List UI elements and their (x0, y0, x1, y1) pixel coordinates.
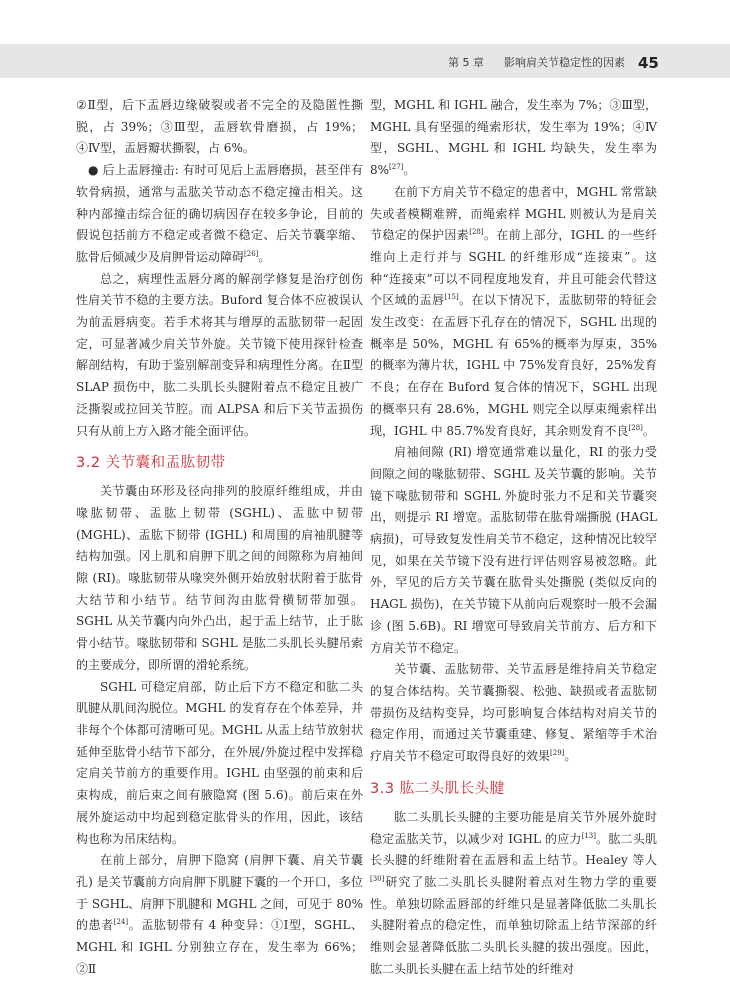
paragraph (76, 850, 363, 980)
citation: [28] (469, 228, 484, 237)
paragraph: ②Ⅱ型，后下盂唇边缘破裂或者不完全的及隐匿性撕脱，占 39%；③Ⅲ型，盂唇软骨磨损，占 19%；④Ⅳ型，盂唇瓣状撕裂，占 6%。 (76, 98, 363, 156)
text: 。在以下情况下，盂肱韧带的特征会发生改变：在盂唇下孔存在的情况下，SGHL 出现的概率是 50%，MGHL 有 65%的概率为厚束，35%的概率为薄片状，IGHL 中 75%发育良好，25%发育不良；在存在 Buford 复合体的情况下，SGHL 出现的概率只有 28.6%，MGHL 则完全以厚束绳索样出现，IGHL 中 85.7%发育良好，其余则发育不良 (370, 293, 657, 438)
text: 。盂肱韧带有 4 种变异：①Ⅰ型，SGHL、MGHL 和 IGHL 分别独立存在，发生率为 66%；②Ⅱ (76, 918, 363, 976)
citation: [26] (244, 249, 259, 258)
paragraph (370, 182, 657, 442)
page-number: 45 (638, 54, 659, 72)
bullet-icon: ● (88, 163, 99, 178)
citation: [30] (370, 874, 385, 883)
right-column (370, 95, 657, 980)
citation: [24] (113, 918, 129, 927)
punct: 。 (258, 249, 271, 264)
paragraph: 总之，病理性盂唇分离的解剖学修复是治疗创伤性肩关节不稳的主要方法。Buford 复合体不应被误认为前盂唇病变。若手术将其与增厚的盂肱韧带一起固定，可显著减少肩关节外旋。关节镜下使用探针检查解剖结构，有助于鉴别解剖变异和病理性分离。在Ⅱ型 SLAP 损伤中，肱二头肌长头腱附着点不稳定且被广泛撕裂或拉回关节腔。而 ALPSA 和后下关节盂损伤只有从前上方入路才能全面评估。 (76, 271, 363, 438)
paragraph (370, 807, 657, 981)
running-header (0, 52, 730, 74)
punct: 。 (564, 749, 577, 764)
text: 研究了肱二头肌长头腱附着点对生物力学的重要性。单独切除盂唇部的纤维只是显著降低肱二头肌长头腱附着点的稳定性，而单独切除盂上结节深部的纤维则会显著降低肱二头肌长头腱的拔出强度。因此，肱二头肌长头腱在盂上结节处的纤维对 (370, 874, 657, 976)
text: 型，MGHL 和 IGHL 融合，发生率为 7%；③Ⅲ型，MGHL 具有坚强的绳索形状，发生率为 19%；④Ⅳ型，SGHL、MGHL 和 IGHL 均缺失，发生率为 8% (370, 98, 657, 178)
text: 。在前上部分，IGHL 的一些纤维向上走行并与 SGHL 的纤维形成“连接束”。这种“连接束”可以不同程度地发育，并且可能会代替这个区域的盂唇 (370, 228, 657, 308)
paragraph (370, 659, 657, 768)
paragraph: SGHL 可稳定肩部，防止后下方不稳定和肱二头肌腱从肌间沟脱位。MGHL 的发育存在个体差异，并非每个个体都可清晰可见。MGHL 从盂上结节放射状延伸至肱骨小结节下部分，在外展/外旋过程中发挥稳定肩关节前方的重要作用。IGHL 由坚强的前束和后束构成，前后束之间有腋隐窝 (图 5.6)。前后束在外展外旋运动中均起到稳定肱骨头的作用，因此，该结构也称为吊床结构。 (76, 679, 363, 846)
left-column (76, 95, 363, 980)
chapter-label: 第 5 章 (448, 56, 484, 69)
chapter-title: 影响肩关节稳定性的因素 (504, 56, 625, 69)
text: 。肱二头肌长头腱的纤维附着在盂唇和盂上结节。Healey 等人 (370, 831, 657, 868)
text: 在前下方肩关节不稳定的患者中，MGHL 常常缺失或者模糊难辨，而绳索样 MGHL 则被认为是肩关节稳定的保护因素 (370, 184, 657, 243)
citation: [28] (628, 423, 643, 432)
paragraph: 关节囊由环形及径向排列的胶原纤维组成，并由喙肱韧带、盂肱上韧带 (SGHL)、盂肱中韧带 (MGHL)、盂肱下韧带 (IGHL) 和周围的肩袖肌腱等结构加强。冈上肌和肩胛下肌之间的间隙称为肩袖间隙 (RI)。喙肱韧带从喙突外侧开始放射状附着于肱骨大结节和小结节。结节间沟由肱骨横韧带加强。SGHL 从关节囊内向外凸出，起于盂上结节，止于肱骨小结节。喙肱韧带和 SGHL 是肱二头肌长头腱吊索的主要成分，即所谓的滑轮系统。 (76, 484, 363, 672)
citation: [29] (550, 749, 565, 758)
punct: 。 (403, 163, 416, 178)
citation: [13] (581, 831, 596, 840)
bullet-text: : 有时可见后上盂唇磨损，甚至伴有软骨病损，通常与盂肱关节动态不稳定撞击相关。这种内部撞击综合征的确切病因存在较多争论，目前的假说包括前方不稳定或者微不稳定、后关节囊挛缩、肱骨后倾减少及肩胛骨运动障碍 (76, 163, 363, 264)
bullet-lead: 后上盂唇撞击 (102, 163, 175, 178)
bullet-paragraph (76, 160, 363, 269)
section-heading: 3.3 肱二头肌长头腱 (370, 780, 505, 797)
text: 关节囊、盂肱韧带、关节盂唇是维持肩关节稳定的复合体结构。关节囊撕裂、松弛、缺损或者盂肱韧带损伤及结构变异，均可影响复合体结构对肩关节的稳定作用，而通过关节囊重建、修复、紧缩等手术治疗肩关节不稳定可取得良好的效果 (370, 662, 657, 764)
citation: [27] (389, 163, 404, 172)
citation: [15] (444, 293, 459, 302)
text: 肱二头肌长头腱的主要功能是肩关节外展外旋时稳定盂肱关节，以减少对 IGHL 的应力 (370, 809, 657, 846)
section-heading: 3.2 关节囊和盂肱韧带 (76, 455, 226, 472)
text: 在前上部分，肩胛下隐窝 (肩胛下囊、肩关节囊孔) 是关节囊前方向肩胛下肌腱下囊的一个开口，多位于 SGHL、肩胛下肌腱和 MGHL 之间，可见于 80%的患者 (76, 853, 363, 933)
punct: 。 (642, 423, 655, 438)
paragraph (370, 95, 657, 182)
paragraph: 肩袖间隙 (RI) 增宽通常难以量化，RI 的张力受间隙之间的喙肱韧带、SGHL 及关节囊的影响。关节镜下喙肱韧带和 SGHL 外旋时张力不足和关节囊突出，则提示 RI 增宽。盂肱韧带在肱骨端撕脱 (HAGL 病损)，可导致复发性肩关节不稳定，这种情况比较罕见，如果在关节镜下没有进行评估则容易被忽略。此外，罕见的后方关节囊在肱骨头处撕脱 (类似反向的 HAGL 损伤)，在关节镜下从前向后观察时一般不会漏诊 (图 5.6B)。RI 增宽可导致肩关节前方、后方和下方肩关节不稳定。 (370, 445, 657, 655)
